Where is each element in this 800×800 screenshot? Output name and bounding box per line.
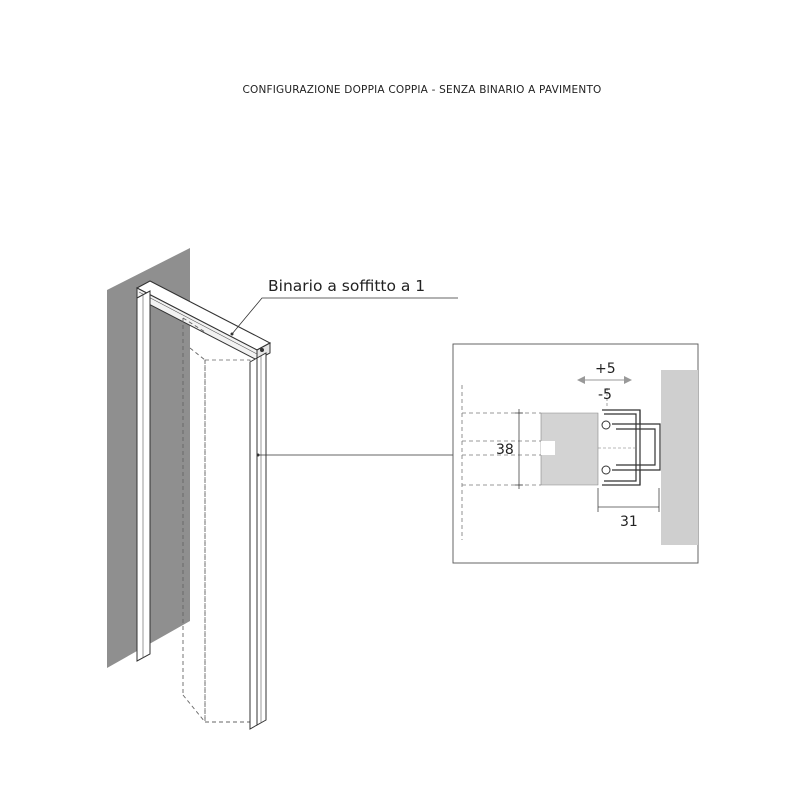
adjust-minus-label: -5: [598, 387, 612, 403]
ceiling-track-label: Binario a soffitto a 1: [268, 277, 426, 295]
adjust-plus-label: +5: [595, 361, 616, 377]
diagram-title: CONFIGURAZIONE DOPPIA COPPIA - SENZA BINARIO A PAVIMENTO: [242, 84, 602, 96]
door-panel: [205, 353, 266, 729]
callout-leader: [232, 298, 458, 334]
hidden-door-leaf: [183, 318, 255, 722]
left-jamb-profile: [137, 291, 150, 661]
isometric-door-view: [107, 248, 458, 729]
dim-height-label: 38: [496, 442, 514, 458]
dim-width-label: 31: [620, 514, 638, 530]
detail-wall: [661, 370, 698, 545]
section-detail-view: [453, 344, 698, 563]
